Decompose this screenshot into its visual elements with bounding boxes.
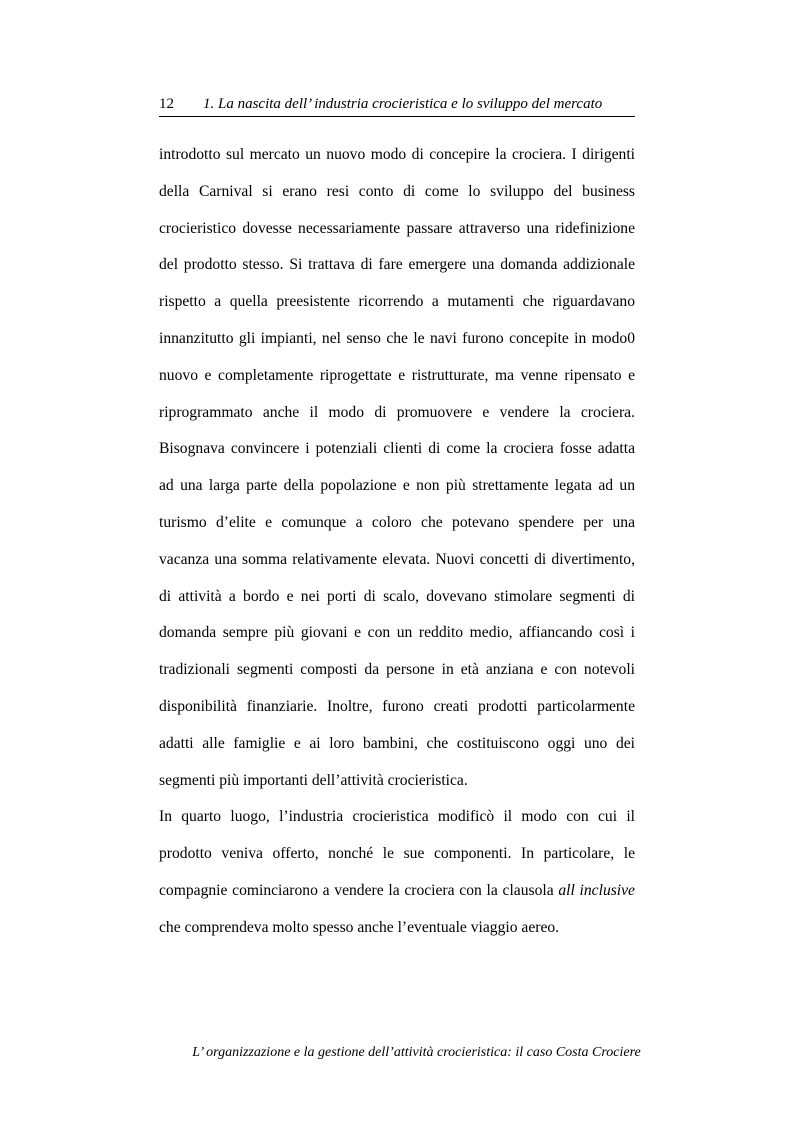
text-line: crocieristico dovesse necessariamente passare attraverso una ridefinizione xyxy=(159,219,635,237)
running-title: 1. La nascita dell’ industria crocieristica e lo sviluppo del mercato xyxy=(203,96,603,112)
page-number: 12 xyxy=(159,96,174,112)
text-line: ad una larga parte della popolazione e non più strettamente legata ad un xyxy=(159,477,635,495)
text-line: tradizionali segmenti composti da persone in età anziana e con notevoli xyxy=(159,661,635,679)
text-line: nuovo e completamente riprogettate e ristrutturate, ma venne ripensato e xyxy=(159,366,635,384)
text-line: segmenti più importanti dell’attività crocieristica. xyxy=(159,771,468,789)
text-line: della Carnival si erano resi conto di come lo sviluppo del business xyxy=(159,182,635,200)
text-line-with-italic xyxy=(159,873,635,910)
text-line: introdotto sul mercato un nuovo modo di concepire la crociera. I dirigenti xyxy=(159,146,635,163)
text-line: innanzitutto gli impianti, nel senso che le navi furono concepite in modo0 xyxy=(159,329,635,347)
text-line: domanda sempre più giovani e con un reddito medio, affiancando così i xyxy=(159,624,635,642)
text-line: prodotto veniva offerto, nonché le sue componenti. In particolare, le xyxy=(159,845,635,863)
text-line: riprogrammato anche il modo di promuovere e vendere la crociera. xyxy=(159,403,635,421)
text-line: turismo d’elite e comunque a coloro che potevano spendere per una xyxy=(159,513,635,531)
text-line: disponibilità finanziarie. Inoltre, furono creati prodotti particolarmente xyxy=(159,697,635,715)
text-line: di attività a bordo e nei porti di scalo, dovevano stimolare segmenti di xyxy=(159,587,635,605)
page-footer xyxy=(0,1045,793,1061)
text-line: rispetto a quella preesistente ricorrendo a mutamenti che riguardavano xyxy=(159,293,635,311)
italic-term: all inclusive xyxy=(558,881,635,899)
paragraph-2 xyxy=(159,799,635,946)
text-line: del prodotto stesso. Si trattava di fare emergere una domanda addizionale xyxy=(159,256,635,274)
text-segment: compagnie cominciarono a vendere la crociera con la clausola xyxy=(159,881,559,899)
text-line: Bisognava convincere i potenziali clienti di come la crociera fosse adatta xyxy=(159,440,635,458)
text-line: adatti alle famiglie e ai loro bambini, che costituiscono oggi uno dei xyxy=(159,734,635,752)
text-line: vacanza una somma relativamente elevata. Nuovi concetti di divertimento, xyxy=(159,550,635,568)
footer-text: L’ organizzazione e la gestione dell’attività crocieristica: il caso Costa Crociere xyxy=(192,1045,641,1060)
body-text xyxy=(159,137,635,947)
text-line: In quarto luogo, l’industria crocieristica modificò il modo con cui il xyxy=(159,808,635,826)
paragraph-1 xyxy=(159,137,635,799)
page-header xyxy=(159,94,635,117)
text-line: che comprendeva molto spesso anche l’eventuale viaggio aereo. xyxy=(159,918,560,936)
